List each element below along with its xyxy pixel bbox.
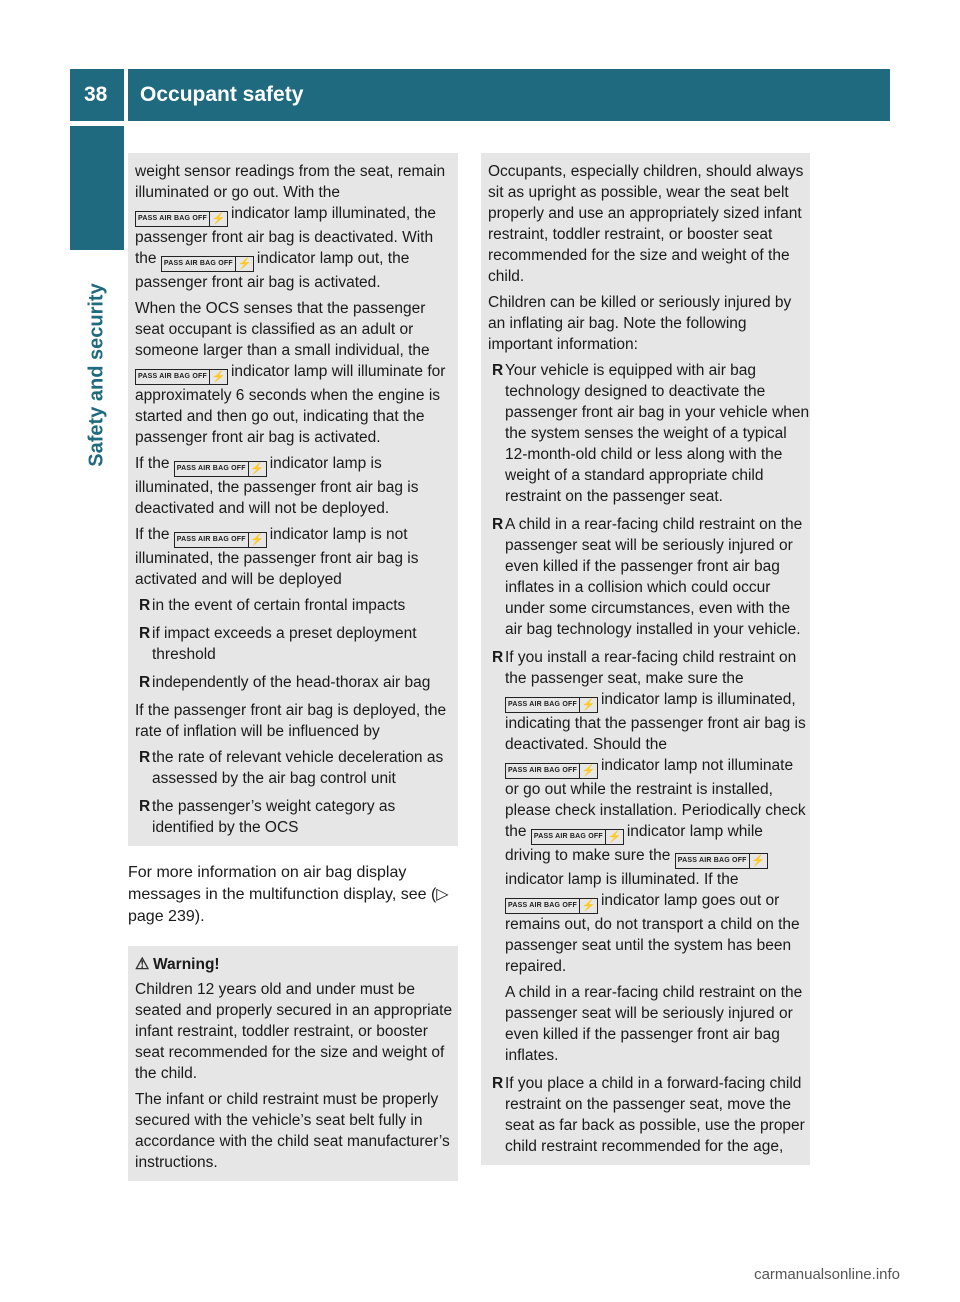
paragraph: The infant or child restraint must be properly secured with the vehicle’s seat belt fully in accordance with the child seat manufacturer’s instructions. (135, 1091, 450, 1171)
paragraph: A child in a rear-facing child restraint on the passenger seat will be seriously injured or even killed if the passenger front air bag inflates. (505, 984, 803, 1064)
airbag-off-icon: PASS AIR BAG OFF ⚡ (505, 763, 598, 779)
side-tab (75, 258, 119, 492)
warning-title: ⚠ Warning! (135, 956, 220, 973)
airbag-off-icon: PASS AIR BAG OFF ⚡ (135, 369, 228, 385)
side-tab-block (70, 126, 124, 250)
page-number: 38 (70, 69, 124, 121)
airbag-off-icon: PASS AIR BAG OFF ⚡ (174, 461, 267, 477)
list-item: R in the event of certain frontal impacts (139, 597, 406, 614)
paragraph: When the OCS senses that the passenger seat occupant is classified as an adult or someone larger than a small individual, the PASS AIR BAG OFF ⚡ indicator lamp will illuminate for approximately 6 seconds when the engine is started and then go out, indicating that the passenger front air bag is activated. (135, 300, 446, 446)
airbag-off-icon: PASS AIR BAG OFF ⚡ (505, 697, 598, 713)
right-gray-box (481, 153, 810, 1165)
list-item: R If you install a rear-facing child restraint on the passenger seat, make sure the PASS AIR BAG OFF ⚡ indicator lamp is illuminated, indicating that the passenger front air bag is deactivated. Should the PASS AIR BAG OFF ⚡ indicator lamp not illuminate or go out while the restraint is installed, please check installation. Periodically check the PASS AIR BAG OFF ⚡ indicator lamp while driving to make sure the PASS AIR BAG OFF ⚡ indicator lamp is illuminated. If the PASS AIR BAG OFF ⚡ indicator lamp goes out or remains out, do not transport a child on the passenger seat until the system has been repaired. A child in a rear-facing child restraint on the passenger seat will be seriously injured or even killed if the passenger front air bag inflates. (488, 647, 810, 1066)
side-tab-label: Safety and security (85, 283, 108, 467)
list-item: R If you place a child in a forward-facing child restraint on the passenger seat, move the seat as far back as possible, use the proper child restraint recommended for the age, (492, 1075, 805, 1155)
airbag-off-icon: PASS AIR BAG OFF ⚡ (505, 898, 598, 914)
airbag-off-icon: PASS AIR BAG OFF ⚡ (161, 256, 254, 272)
footer-watermark: carmanualsonline.info (754, 1266, 900, 1283)
list-item: R A child in a rear-facing child restraint on the passenger seat will be seriously injured or even killed if the passenger front air bag inflates in a collision which could occur under some circumstances, even with the air bag technology installed in your vehicle. (492, 516, 803, 638)
airbag-off-icon: PASS AIR BAG OFF ⚡ (675, 853, 768, 869)
paragraph: Children 12 years old and under must be seated and properly secured in an appropriate infant restraint, toddler restraint, or booster seat recommended for the size and weight of the child. (135, 981, 453, 1082)
warning-box (128, 946, 458, 1181)
list-item: R the passenger’s weight category as identified by the OCS (139, 798, 396, 836)
paragraph: If the passenger front air bag is deployed, the rate of inflation will be influenced by (135, 702, 447, 740)
paragraph: Children can be killed or seriously injured by an inflating air bag. Note the following important information: (488, 294, 792, 353)
paragraph: weight sensor readings from the seat, remain illuminated or go out. With the PASS AIR BAG OFF ⚡ indicator lamp illuminated, the passenger front air bag is deactivated. With the PASS AIR BAG OFF ⚡ indicator lamp out, the passenger front air bag is activated. (135, 163, 446, 291)
paragraph: Occupants, especially children, should always sit as upright as possible, wear the seat belt properly and use an appropriately sized infant restraint, toddler restraint, or booster seat recommended for the size and weight of the child. (488, 163, 804, 285)
airbag-off-icon: PASS AIR BAG OFF ⚡ (531, 829, 624, 845)
left-gray-box (128, 153, 458, 846)
list-item: R if impact exceeds a preset deployment threshold (139, 625, 417, 663)
warning-icon: ⚠ (135, 956, 150, 973)
list-item: R independently of the head-thorax air bag (139, 674, 431, 691)
page-title: Occupant safety (128, 69, 890, 121)
right-column (481, 153, 810, 1165)
paragraph: If the PASS AIR BAG OFF ⚡ indicator lamp is not illuminated, the passenger front air bag is activated and will be deployed (135, 526, 419, 588)
paragraph: If the PASS AIR BAG OFF ⚡ indicator lamp is illuminated, the passenger front air bag is deactivated and will not be deployed. (135, 455, 419, 517)
list-item: R Your vehicle is equipped with air bag technology designed to deactivate the passenger front air bag in your vehicle when the system senses the weight of a typical 12-month-old child or less along with the weight of a standard appropriate child restraint on the passenger seat. (492, 362, 810, 505)
airbag-off-icon: PASS AIR BAG OFF ⚡ (174, 532, 267, 548)
info-paragraph: For more information on air bag display messages in the multifunction display, see (▷ page 239). (128, 864, 449, 925)
left-column (128, 153, 458, 1181)
airbag-off-icon: PASS AIR BAG OFF ⚡ (135, 211, 228, 227)
list-item: R the rate of relevant vehicle deceleration as assessed by the air bag control unit (139, 749, 444, 787)
